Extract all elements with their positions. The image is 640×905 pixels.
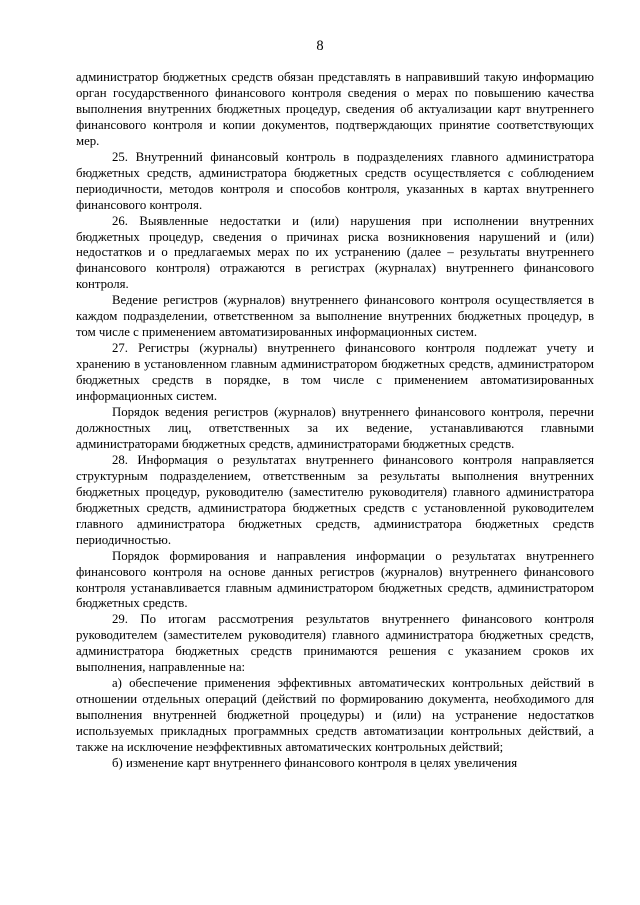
paragraph-continuation: администратор бюджетных средств обязан представлять в направивший такую информацию орган государственного финансового контроля сведения о мерах по повышению качества выполнения внутренних бюджетных процедур, сведения об актуализации карт внутреннего финансового контроля и копии документов, подтверждающих принятие соответствующих мер. (76, 70, 594, 148)
paragraph-item-29: 29. По итогам рассмотрения результатов внутреннего финансового контроля руководителем (заместителем руководителя) главного администратора бюджетных средств, администратора бюджетных средств принимаются решения с указанием сроков их выполнения, направленные на: (76, 612, 594, 675)
page-number: 8 (316, 38, 324, 54)
paragraph-item-28: 28. Информация о результатах внутреннего финансового контроля направляется структурным подразделением, ответственным за результаты выполнения внутренних бюджетных процедур, руководителю (заместителю руководителя) главного администратора бюджетных средств, администратора бюджетных средств с установленной руководителем главного администратора бюджетных средств, администратора бюджетных средств периодичностью. (76, 452, 594, 547)
paragraph-registers-procedure: Порядок ведения регистров (журналов) внутреннего финансового контроля, перечни должностных лиц, ответственных за их ведение, устанавливаются главными администраторами бюджетных средств, администраторами бюджетных средств. (76, 405, 594, 451)
paragraph-subitem-b: б) изменение карт внутреннего финансового контроля в целях увеличения (112, 755, 518, 770)
paragraph-subitem-a: а) обеспечение применения эффективных автоматических контрольных действий в отношении отдельных операций (действий по формированию документа, необходимого для выполнения внутренней бюджетной процедуры) и (или) на устранение недостатков используемых прикладных программных средств автоматизации контрольных действий, а также на исключение неэффективных автоматических контрольных действий; (76, 676, 594, 755)
document-body (76, 70, 594, 772)
paragraph-registers-maintenance: Ведение регистров (журналов) внутреннего финансового контроля осуществляется в каждом подразделении, ответственном за выполнение внутренних бюджетных процедур, в том числе с применением автоматизированных информационных систем. (76, 293, 594, 340)
paragraph-information-procedure: Порядок формирования и направления информации о результатах внутреннего финансового контроля на основе данных регистров (журналов) внутреннего финансового контроля устанавливается главным администратором бюджетных средств, администратором бюджетных средств. (76, 548, 594, 611)
paragraph-item-26: 26. Выявленные недостатки и (или) нарушения при исполнении внутренних бюджетных процедур, сведения о причинах риска возникновения нарушений и (или) недостатков и о предлагаемых мерах по их устранению (далее – результаты внутреннего финансового контроля) отражаются в регистрах (журналах) внутреннего финансового контроля. (76, 213, 594, 292)
paragraph-item-25: 25. Внутренний финансовый контроль в подразделениях главного администратора бюджетных средств, администратора бюджетных средств осуществляется с соблюдением периодичности, методов контроля и способов контроля, указанных в картах внутреннего финансового контроля. (76, 149, 594, 212)
paragraph-item-27: 27. Регистры (журналы) внутреннего финансового контроля подлежат учету и хранению в установленном главным администратором бюджетных средств, администратором бюджетных средств в порядке, в том числе с применением автоматизированных информационных систем. (76, 341, 594, 404)
